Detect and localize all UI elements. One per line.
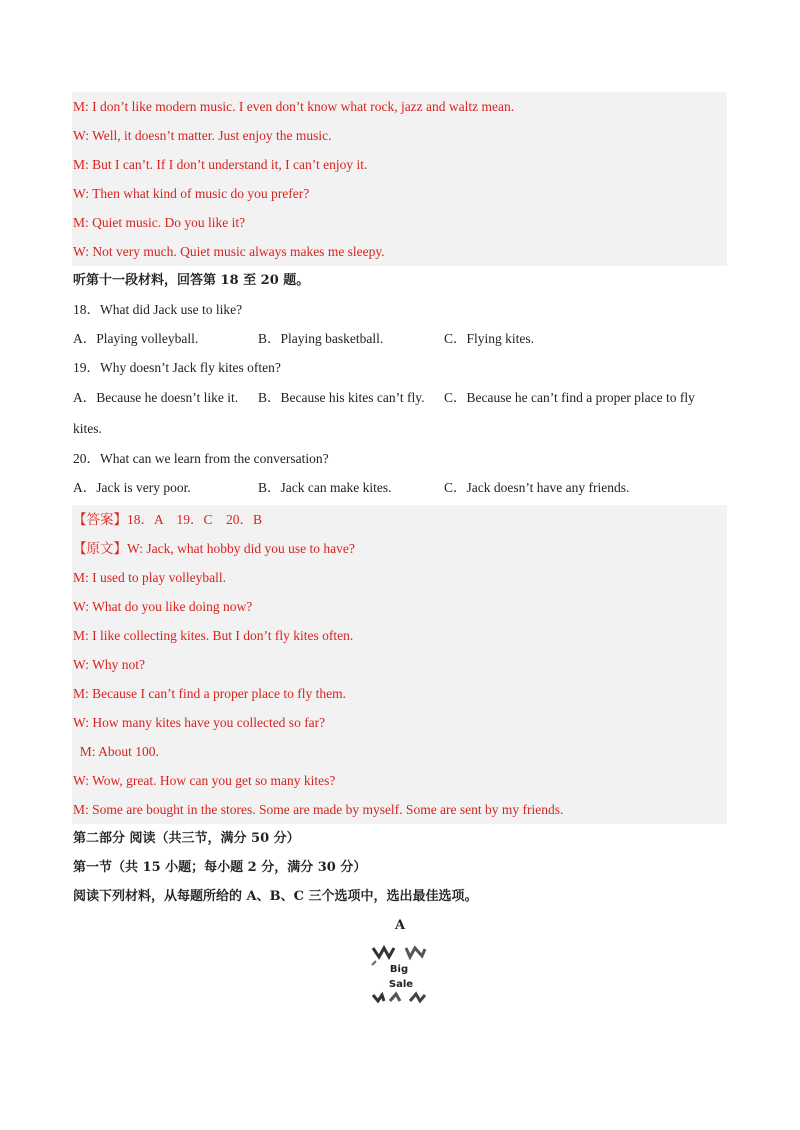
section-11 — [72, 266, 727, 502]
answer-line — [72, 505, 727, 534]
transcript-line: M: I don’t like modern music. I even don’t know what rock, jazz and waltz mean. — [73, 99, 515, 114]
section-heading: 第一节（共 15 小题；每小题 2 分，满分 30 分） — [73, 860, 367, 875]
transcript-line: W: What do you like doing now? — [73, 599, 253, 614]
transcript-top — [72, 92, 727, 266]
transcript-line: W: Wow, great. How can you get so many kites? — [73, 773, 336, 788]
answer-text: 18．A 19．C 20．B — [127, 512, 263, 527]
option-a: A．Playing volleyball. — [73, 331, 199, 346]
part-heading: 第二部分 阅读（共三节，满分 50 分） — [73, 831, 300, 846]
transcript-line: M: I like collecting kites. But I don’t fly kites often. — [73, 628, 354, 643]
transcript-line: M: Quiet music. Do you like it? — [73, 215, 246, 230]
question-19: 19．Why doesn’t Jack fly kites often? — [73, 360, 281, 375]
source-tag: 【原文】 — [73, 541, 127, 556]
transcript-line: M: I used to play volleyball. — [73, 570, 226, 585]
transcript-line: M: Because I can’t find a proper place to fly them. — [73, 686, 347, 701]
transcript-line: W: Then what kind of music do you prefer? — [73, 186, 310, 201]
question-18-options — [72, 324, 727, 353]
source-line — [72, 534, 727, 563]
transcript-line: W: How many kites have you collected so far? — [73, 715, 326, 730]
sale-line1: Big — [389, 964, 409, 975]
transcript-line: W: Not very much. Quiet music always makes me sleepy. — [73, 244, 385, 259]
option-b: B．Jack can make kites. — [258, 480, 392, 495]
transcript-line: M: But I can’t. If I don’t understand it, I can’t enjoy it. — [73, 157, 368, 172]
question-19-options — [72, 382, 727, 413]
option-c: C．Jack doesn’t have any friends. — [444, 480, 630, 495]
passage-label: A — [394, 918, 406, 933]
option-a: A．Jack is very poor. — [73, 480, 191, 495]
transcript-line: W: Well, it doesn’t matter. Just enjoy the music. — [73, 128, 332, 143]
option-c: C．Because he can’t find a proper place to fly — [444, 390, 695, 405]
transcript-line: W: Why not? — [73, 657, 145, 672]
sale-line2: Sale — [388, 979, 414, 990]
question-20: 20．What can we learn from the conversation? — [73, 451, 329, 466]
option-b: B．Playing basketball. — [258, 331, 384, 346]
big-sale-image — [370, 943, 428, 1003]
answer-block — [72, 505, 727, 824]
question-18: 18．What did Jack use to like? — [73, 302, 243, 317]
part-2 — [72, 824, 727, 911]
transcript-line: M: About 100. — [73, 744, 159, 759]
question-19-wrap: kites. — [73, 421, 102, 436]
option-c: C．Flying kites. — [444, 331, 535, 346]
answer-tag: 【答案】 — [73, 512, 127, 527]
section-instruction: 听第十一段材料，回答第 18 至 20 题。 — [73, 273, 310, 288]
question-20-options — [72, 473, 727, 502]
option-b: B．Because his kites can’t fly. — [258, 390, 425, 405]
option-a: A．Because he doesn’t like it. — [73, 390, 239, 405]
big-sale-graphic — [370, 943, 428, 1003]
transcript-line: M: Some are bought in the stores. Some are made by myself. Some are sent by my friends. — [73, 802, 564, 817]
reading-instruction: 阅读下列材料，从每题所给的 A、B、C 三个选项中，选出最佳选项。 — [73, 889, 478, 904]
source-first: W: Jack, what hobby did you use to have? — [127, 541, 355, 556]
